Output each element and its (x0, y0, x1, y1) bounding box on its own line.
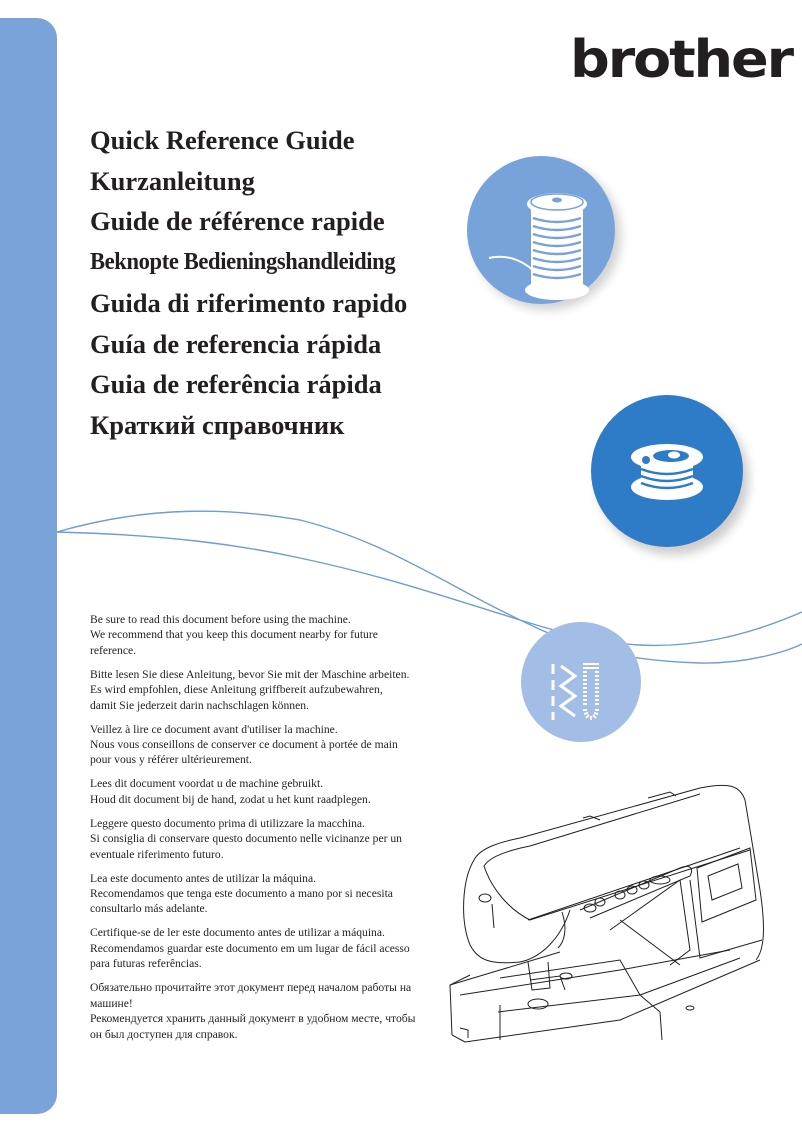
bobbin-badge (591, 395, 743, 547)
note-line: Обязательно прочитайте этот документ перед началом работы на (90, 981, 412, 995)
title-es: Guía de referencia rápida (90, 328, 382, 359)
title-en: Quick Reference Guide (90, 125, 355, 155)
note-line: pour vous y référer ultérieurement. (90, 753, 252, 767)
note-line: damit Sie jederzeit darin nachschlagen können. (90, 698, 309, 712)
note-pt (90, 925, 440, 971)
note-line: Bitte lesen Sie diese Anleitung, bevor Sie mit der Maschine arbeiten. (90, 667, 410, 681)
note-nl (90, 776, 440, 807)
title-nl: Beknopte Bedieningshandleiding (90, 248, 396, 276)
note-line: Veillez à lire ce document avant d'utiliser la machine. (90, 722, 338, 736)
note-line: consultarlo más adelante. (90, 902, 208, 916)
title-fr: Guide de référence rapide (90, 206, 385, 237)
note-line: машине! (90, 996, 133, 1010)
note-line: Nous vous conseillons de conserver ce document à portée de main (90, 738, 398, 752)
note-line: reference. (90, 643, 137, 657)
note-line: Be sure to read this document before using the machine. (90, 613, 351, 626)
note-line: para futuras referências. (90, 957, 202, 971)
title-pt: Guia de referência rápida (90, 369, 382, 400)
title-de: Kurzanleitung (90, 165, 255, 196)
note-line: Certifique-se de ler este documento antes de utilizar a máquina. (90, 926, 385, 940)
sewing-machine-illustration (440, 780, 802, 1060)
note-line: We recommend that you keep this document nearby for future (90, 628, 378, 642)
note-line: Houd dit document bij de hand, zodat u het kunt raadplegen. (90, 792, 371, 806)
note-line: Recomendamos guardar este documento em um lugar de fácil acesso (90, 941, 410, 955)
note-ru (90, 980, 440, 1042)
title-it: Guida di riferimento rapido (90, 287, 408, 318)
note-it (90, 816, 440, 862)
note-line: Si consiglia di conservare questo documento nelle vicinanze per un (90, 832, 402, 846)
thread-spool-badge (467, 156, 615, 304)
note-line: Lea este documento antes de utilizar la máquina. (90, 871, 316, 885)
usage-notes (90, 612, 440, 1051)
thread-spool-icon (467, 156, 615, 304)
note-line: eventuale riferimento futuro. (90, 847, 224, 861)
note-de (90, 667, 440, 713)
bobbin-icon (591, 395, 743, 547)
note-es (90, 871, 440, 917)
brother-logo: brother (570, 30, 792, 90)
stitch-pattern-icon (521, 622, 641, 742)
note-line: Recomendamos que tenga este documento a mano por si necesita (90, 887, 393, 901)
stitch-pattern-badge (521, 622, 641, 742)
note-fr (90, 722, 440, 768)
note-en (90, 612, 440, 658)
title-ru: Краткий справочник (90, 409, 345, 440)
note-line: он был доступен для справок. (90, 1027, 238, 1041)
note-line: Leggere questo documento prima di utilizzare la macchina. (90, 816, 365, 830)
note-line: Lees dit document voordat u de machine gebruikt. (90, 777, 324, 791)
note-line: Рекомендуется хранить данный документ в удобном месте, чтобы (90, 1012, 416, 1026)
title-list (90, 120, 422, 446)
note-line: Es wird empfohlen, diese Anleitung griffbereit aufzubewahren, (90, 683, 383, 697)
